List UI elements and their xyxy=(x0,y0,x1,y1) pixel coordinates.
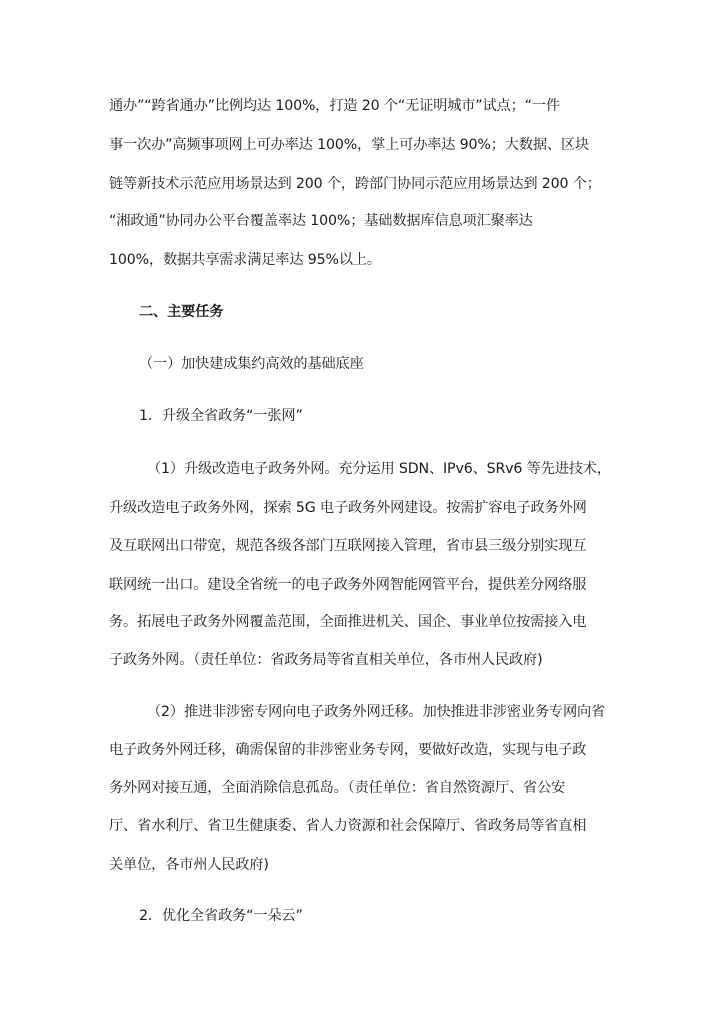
paragraph-line: 通办”“跨省通办”比例均达 100%，打造 20 个“无证明城市”试点；“一件 xyxy=(109,98,560,114)
paragraph-line: 关单位，各市州人民政府) xyxy=(109,857,269,873)
subsection-heading: （一）加快建成集约高效的基础底座 xyxy=(139,356,364,372)
paragraph-line: 链等新技术示范应用场景达到 200 个，跨部门协同示范应用场景达到 200 个； xyxy=(109,176,601,192)
section-heading: 二、主要任务 xyxy=(139,304,224,320)
paragraph-line: （2）推进非涉密专网向电子政务外网迁移。加快推进非涉密业务专网向省 xyxy=(147,704,606,720)
paragraph-line: 子政务外网。（责任单位：省政务局等省直相关单位，各市州人民政府) xyxy=(109,652,543,668)
paragraph-line: 事一次办”高频事项网上可办率达 100%，掌上可办率达 90%；大数据、区块 xyxy=(109,137,590,153)
paragraph-line: 联网统一出口。建设全省统一的电子政务外网智能网管平台，提供差分网络服 xyxy=(109,577,587,593)
paragraph-line: “湘政通”协同办公平台覆盖率达 100%；基础数据库信息项汇聚率达 xyxy=(109,213,533,229)
paragraph-line: 电子政务外网迁移，确需保留的非涉密业务专网，要做好改造，实现与电子政 xyxy=(109,742,587,758)
paragraph-line: （1）升级改造电子政务外网。充分运用 SDN、IPv6、SRv6 等先进技术， xyxy=(147,461,611,477)
paragraph-line: 及互联网出口带宽，规范各级各部门互联网接入管理，省市县三级分别实现互 xyxy=(109,538,587,554)
item-heading: 2．优化全省政务“一朵云” xyxy=(139,908,303,924)
paragraph-line: 务。拓展电子政务外网覆盖范围，全面推进机关、国企、事业单位按需接入电 xyxy=(109,614,587,630)
paragraph-line: 升级改造电子政务外网，探索 5G 电子政务外网建设。按需扩容电子政务外网 xyxy=(109,500,587,516)
paragraph-line: 100%，数据共享需求满足率达 95%以上。 xyxy=(109,252,381,268)
item-heading: 1．升级全省政务“一张网” xyxy=(139,408,303,424)
paragraph-line: 务外网对接互通，全面消除信息孤岛。（责任单位：省自然资源厅、省公安 xyxy=(109,780,566,796)
paragraph-line: 厅、省水利厅、省卫生健康委、省人力资源和社会保障厅、省政务局等省直相 xyxy=(109,818,587,834)
